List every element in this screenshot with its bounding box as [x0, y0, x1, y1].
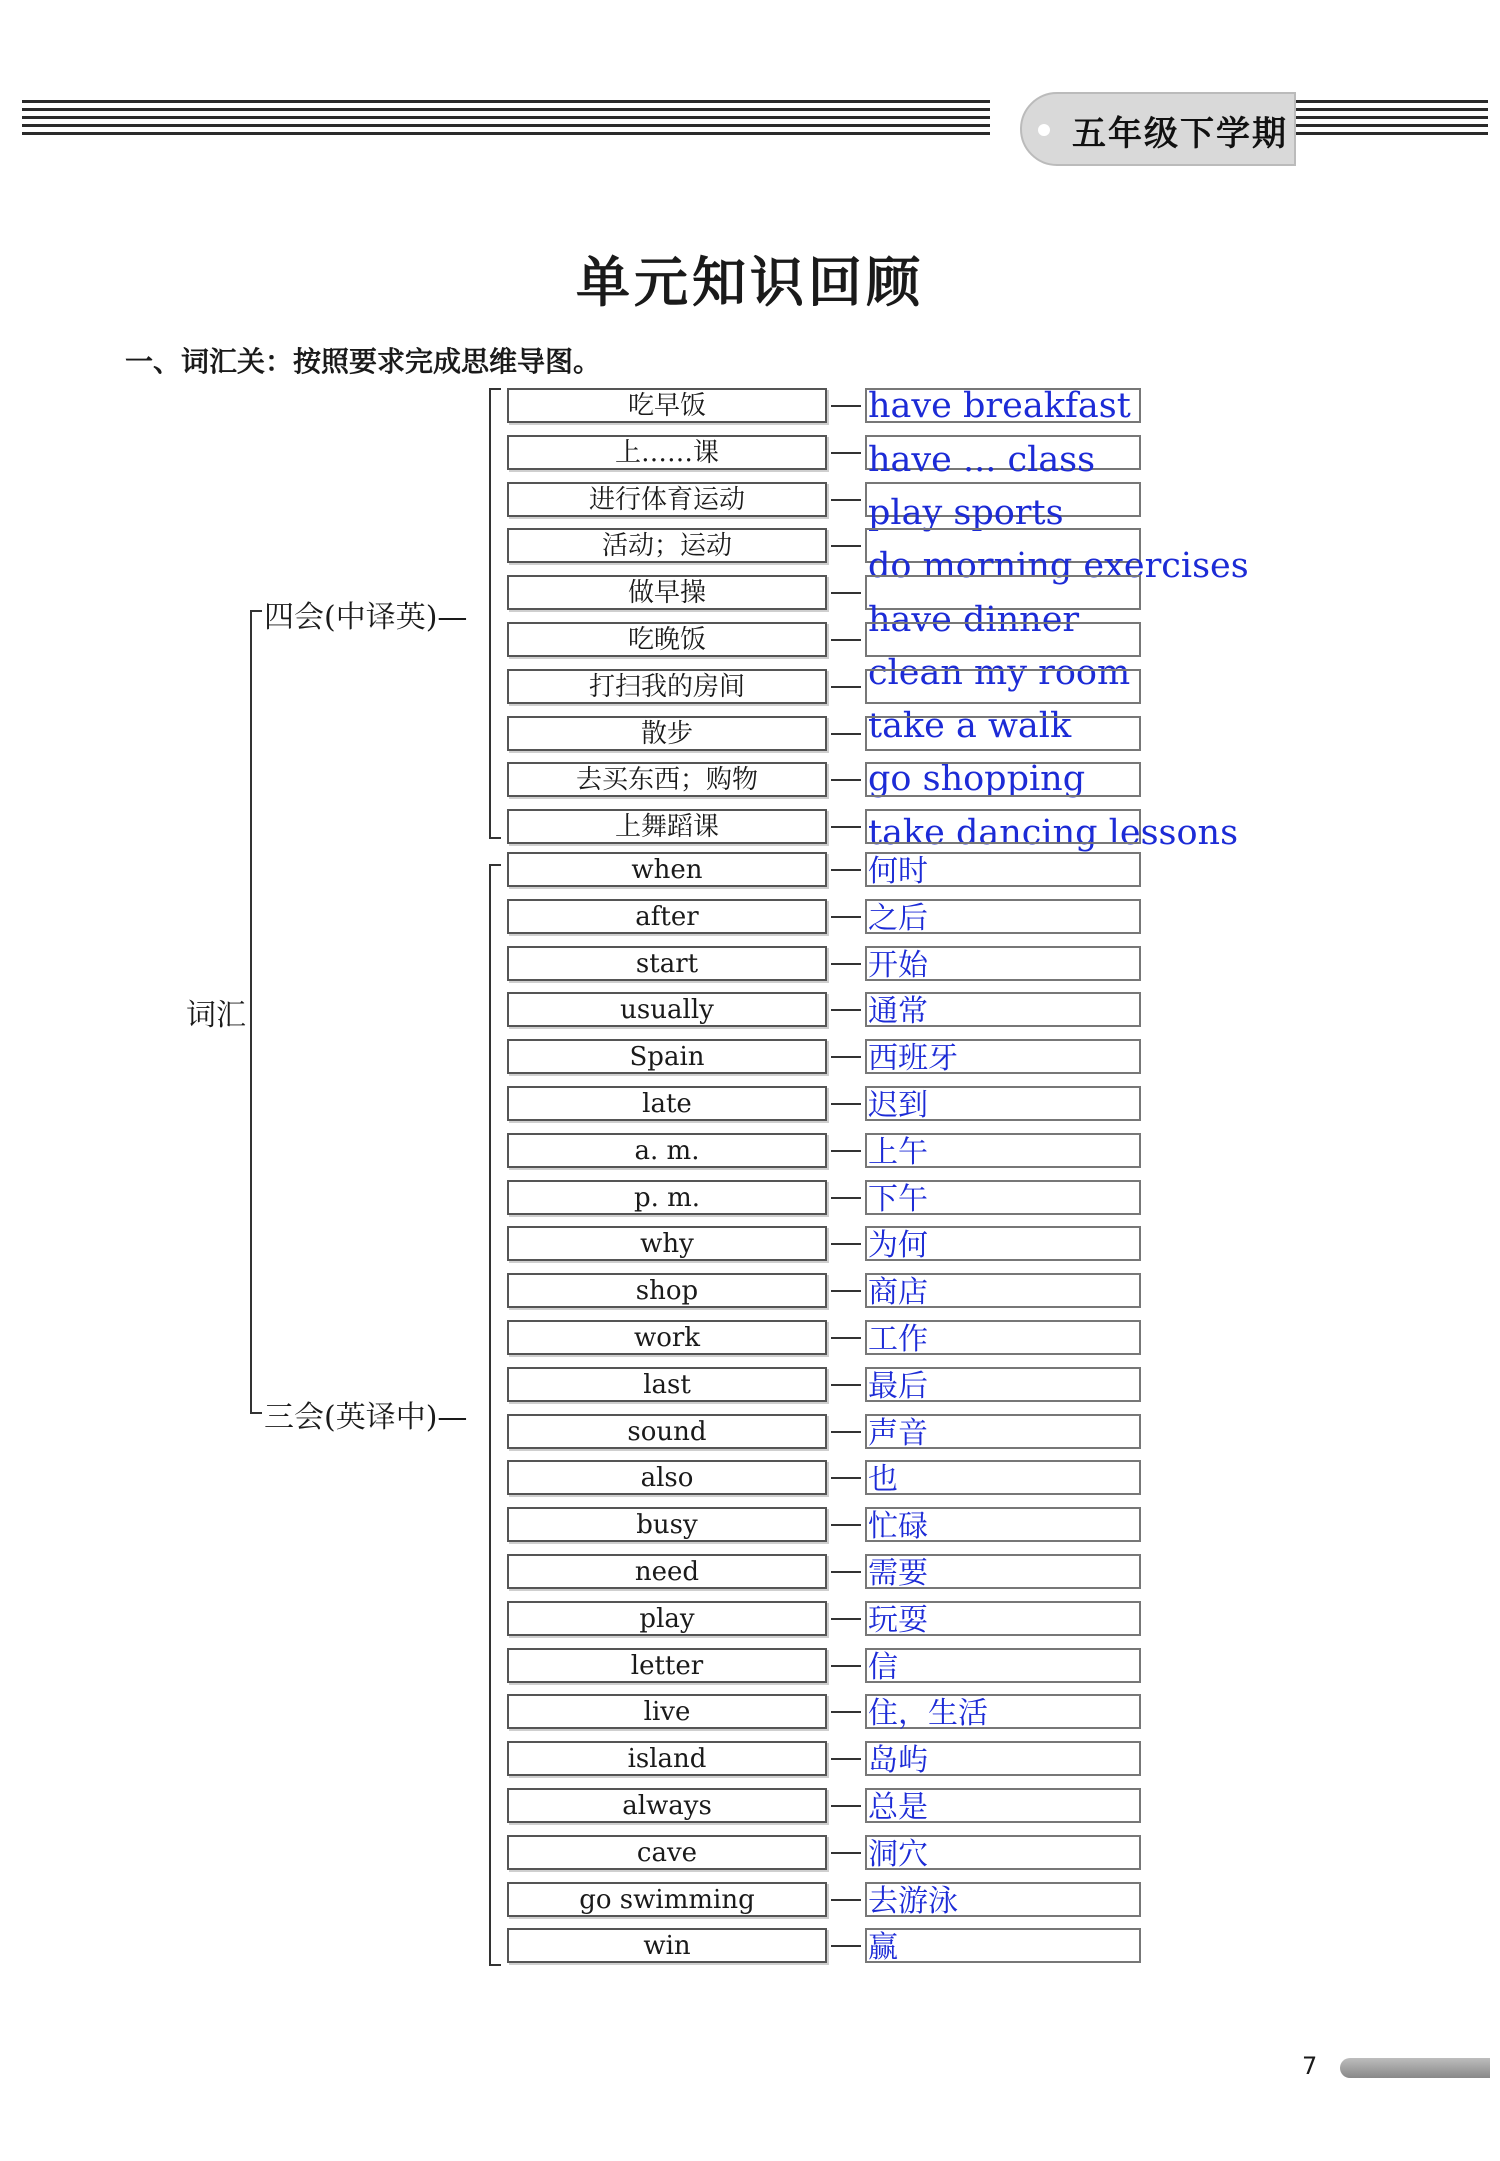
connector-line	[831, 545, 861, 547]
connector-line	[831, 916, 861, 918]
header-rule-left	[22, 100, 990, 148]
handwritten-answer: 岛屿	[868, 1743, 928, 1778]
prompt-box: sound	[507, 1414, 827, 1449]
prompt-box: after	[507, 899, 827, 934]
connector-line	[831, 826, 861, 828]
handwritten-answer: 赢	[868, 1930, 898, 1965]
prompt-box: always	[507, 1788, 827, 1823]
handwritten-answer: 下午	[868, 1182, 928, 1217]
answer-box[interactable]	[865, 622, 1141, 657]
answer-box[interactable]	[865, 669, 1141, 704]
handwritten-answer: 工作	[868, 1322, 928, 1357]
handwritten-answer: take dancing lessons	[868, 813, 1239, 853]
group-bracket-three-skill	[489, 864, 501, 1966]
prompt-box: win	[507, 1928, 827, 1963]
handwritten-answer: 西班牙	[868, 1041, 958, 1076]
root-bracket	[250, 610, 262, 1414]
handwritten-answer: 之后	[868, 901, 928, 936]
connector-line	[831, 733, 861, 735]
connector-line	[831, 1290, 861, 1292]
grade-tab-label: 五年级下学期	[1072, 114, 1288, 154]
page-number: 7	[1302, 2052, 1318, 2080]
prompt-box: 去买东西；购物	[507, 762, 827, 797]
connector-line	[831, 1150, 861, 1152]
handwritten-answer: have ... class	[868, 440, 1096, 480]
handwritten-answer: 玩耍	[868, 1603, 928, 1638]
handwritten-answer: 开始	[868, 948, 928, 983]
prompt-box: why	[507, 1226, 827, 1261]
footer-bar	[1340, 2058, 1490, 2078]
prompt-box: go swimming	[507, 1882, 827, 1917]
connector-line	[831, 1899, 861, 1901]
answer-box[interactable]	[865, 1460, 1141, 1495]
connector-line	[831, 1197, 861, 1199]
prompt-box: last	[507, 1367, 827, 1402]
handwritten-answer: 也	[868, 1462, 898, 1497]
handwritten-answer: 洞穴	[868, 1837, 928, 1872]
connector-line	[831, 1852, 861, 1854]
page-title: 单元知识回顾	[576, 250, 924, 314]
prompt-box: live	[507, 1694, 827, 1729]
prompt-box: 吃晚饭	[507, 622, 827, 657]
connector-line	[831, 1243, 861, 1245]
grade-tab-dot-icon	[1038, 124, 1050, 136]
handwritten-answer: 何时	[868, 854, 928, 889]
prompt-box: also	[507, 1460, 827, 1495]
prompt-box: 做早操	[507, 575, 827, 610]
handwritten-answer: 声音	[868, 1416, 928, 1451]
handwritten-answer: 通常	[868, 994, 928, 1029]
connector-line	[831, 1805, 861, 1807]
prompt-box: work	[507, 1320, 827, 1355]
prompt-box: 散步	[507, 716, 827, 751]
connector-line	[831, 1524, 861, 1526]
prompt-box: p. m.	[507, 1180, 827, 1215]
handwritten-answer: 为何	[868, 1228, 928, 1263]
prompt-box: usually	[507, 992, 827, 1027]
handwritten-answer: play sports	[868, 493, 1064, 533]
handwritten-answer: have dinner	[868, 600, 1080, 640]
handwritten-answer: 去游泳	[868, 1884, 958, 1919]
handwritten-answer: go shopping	[868, 759, 1086, 799]
grade-tab	[1020, 92, 1296, 166]
prompt-box: 进行体育运动	[507, 482, 827, 517]
handwritten-answer: 住，生活	[868, 1696, 988, 1731]
connector-line	[831, 686, 861, 688]
connector-line	[831, 405, 861, 407]
answer-box[interactable]	[865, 1648, 1141, 1683]
prompt-box: island	[507, 1741, 827, 1776]
connector-line	[831, 1337, 861, 1339]
connector-line	[831, 1571, 861, 1573]
connector-line	[831, 592, 861, 594]
connector-line	[831, 639, 861, 641]
prompt-box: need	[507, 1554, 827, 1589]
connector-line	[831, 869, 861, 871]
connector-line	[831, 499, 861, 501]
answer-box[interactable]	[865, 809, 1141, 844]
prompt-box: 活动；运动	[507, 528, 827, 563]
connector-line	[831, 1384, 861, 1386]
prompt-box: 上舞蹈课	[507, 809, 827, 844]
connector-line	[831, 1665, 861, 1667]
connector-line	[831, 1056, 861, 1058]
group-label-four-skill: 四会(中译英)—	[264, 600, 468, 635]
prompt-box: 吃早饭	[507, 388, 827, 423]
connector-line	[831, 779, 861, 781]
prompt-box: a. m.	[507, 1133, 827, 1168]
connector-line	[831, 1009, 861, 1011]
prompt-box: late	[507, 1086, 827, 1121]
prompt-box: shop	[507, 1273, 827, 1308]
prompt-box: when	[507, 852, 827, 887]
connector-line	[831, 1758, 861, 1760]
prompt-box: 打扫我的房间	[507, 669, 827, 704]
group-bracket-four-skill	[489, 388, 501, 839]
handwritten-answer: 上午	[868, 1135, 928, 1170]
connector-line	[831, 1103, 861, 1105]
prompt-box: letter	[507, 1648, 827, 1683]
prompt-box: 上……课	[507, 435, 827, 470]
handwritten-answer: take a walk	[868, 706, 1072, 746]
handwritten-answer: 信	[868, 1650, 898, 1685]
answer-box[interactable]	[865, 716, 1141, 751]
handwritten-answer: clean my room	[868, 653, 1131, 693]
answer-box[interactable]	[865, 1928, 1141, 1963]
connector-line	[831, 1711, 861, 1713]
section-heading: 一、词汇关：按照要求完成思维导图。	[125, 345, 602, 378]
handwritten-answer: have breakfast	[868, 386, 1131, 426]
prompt-box: start	[507, 946, 827, 981]
connector-line	[831, 452, 861, 454]
handwritten-answer: do morning exercises	[868, 546, 1249, 586]
header-rule-right	[1296, 100, 1488, 148]
answer-box[interactable]	[865, 762, 1141, 797]
handwritten-answer: 需要	[868, 1556, 928, 1591]
prompt-box: busy	[507, 1507, 827, 1542]
connector-line	[831, 1618, 861, 1620]
connector-line	[831, 963, 861, 965]
prompt-box: Spain	[507, 1039, 827, 1074]
connector-line	[831, 1431, 861, 1433]
mindmap-root-label: 词汇	[186, 998, 246, 1033]
handwritten-answer: 迟到	[868, 1088, 928, 1123]
handwritten-answer: 最后	[868, 1369, 928, 1404]
connector-line	[831, 1945, 861, 1947]
prompt-box: cave	[507, 1835, 827, 1870]
handwritten-answer: 总是	[868, 1790, 928, 1825]
handwritten-answer: 忙碌	[868, 1509, 928, 1544]
group-label-three-skill: 三会(英译中)—	[264, 1400, 468, 1435]
handwritten-answer: 商店	[868, 1275, 928, 1310]
prompt-box: play	[507, 1601, 827, 1636]
connector-line	[831, 1477, 861, 1479]
